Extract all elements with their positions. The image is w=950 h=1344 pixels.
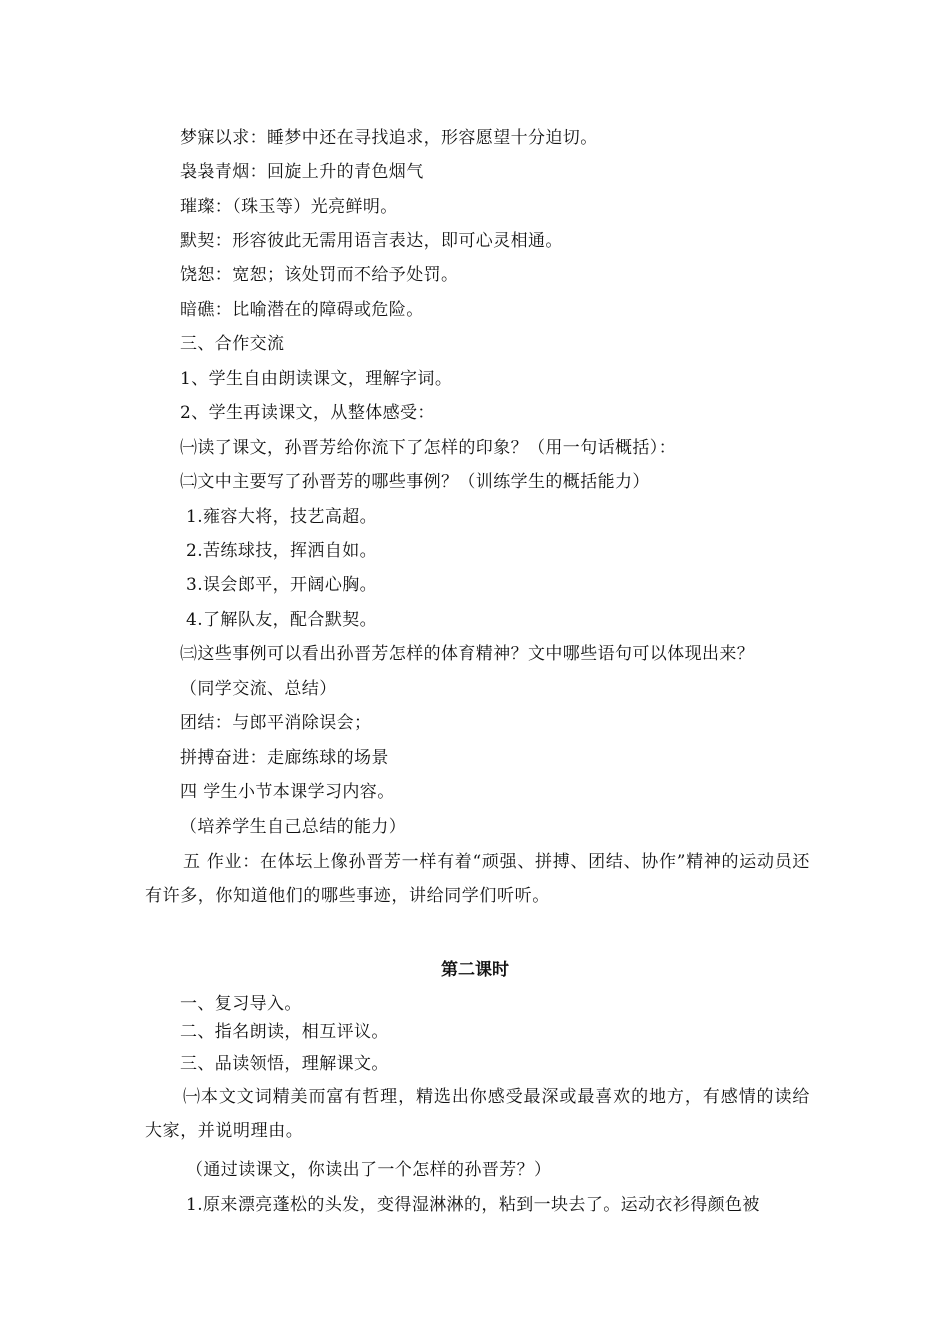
note-text: （通过读课文，你读出了一个怎样的孙晋芳？） (186, 1160, 552, 1180)
vocab-item: 饶恕：宽恕；该处罚而不给予处罚。 (180, 265, 459, 285)
step-text: 1、学生自由朗读课文，理解字词。 (180, 369, 453, 389)
step-text: 2、学生再读课文，从整体感受： (180, 403, 435, 423)
example-item: 3.误会郎平，开阔心胸。 (186, 575, 378, 595)
vocab-item: 暗礁：比喻潜在的障碍或危险。 (180, 300, 424, 320)
vocab-item: 璀璨：（珠玉等）光亮鲜明。 (180, 197, 398, 217)
question-text: ㈠读了课文，孙晋芳给你流下了怎样的印象？（用一句话概括）： (180, 438, 677, 458)
reading-paragraph: ㈠本文文词精美而富有哲理，精选出你感受最深或最喜欢的地方，有感情的读给大家，并说明理由。 (145, 1087, 810, 1141)
lesson-heading: 第二课时 (441, 960, 509, 980)
example-item: 2.苦练球技，挥洒自如。 (186, 541, 378, 561)
step-text: 二、指名朗读，相互评议。 (180, 1022, 389, 1042)
answer-text: 团结：与郎平消除误会； (180, 713, 372, 733)
question-text: ㈡文中主要写了孙晋芳的哪些事例？（训练学生的概括能力） (180, 472, 650, 492)
step-text: 一、复习导入。 (180, 994, 302, 1014)
section-title: 三、合作交流 (180, 334, 285, 354)
example-item: 4.了解队友，配合默契。 (186, 610, 378, 630)
question-text: ㈢这些事例可以看出孙晋芳怎样的体育精神？文中哪些语句可以体现出来？ (180, 644, 755, 664)
vocab-item: 袅袅青烟：回旋上升的青色烟气 (180, 162, 424, 182)
answer-text: 拼搏奋进：走廊练球的场景 (180, 748, 389, 768)
homework-paragraph: 五 作业：在体坛上像孙晋芳一样有着“顽强、拼搏、团结、协作”精神的运动员还有许多，你知道他们的哪些事迹，讲给同学们听听。 (145, 852, 810, 906)
note-text: （培养学生自己总结的能力） (180, 817, 407, 837)
vocab-item: 梦寐以求：睡梦中还在寻找追求，形容愿望十分迫切。 (180, 128, 598, 148)
section-title: 四 学生小节本课学习内容。 (180, 782, 395, 802)
note-text: （同学交流、总结） (180, 679, 337, 699)
vocab-item: 默契：形容彼此无需用语言表达，即可心灵相通。 (180, 231, 563, 251)
example-item: 1.雍容大将，技艺高超。 (186, 507, 378, 527)
example-item: 1.原来漂亮蓬松的头发，变得湿淋淋的，粘到一块去了。运动衣衫得颜色被 (186, 1195, 760, 1215)
step-text: 三、品读领悟，理解课文。 (180, 1054, 389, 1074)
